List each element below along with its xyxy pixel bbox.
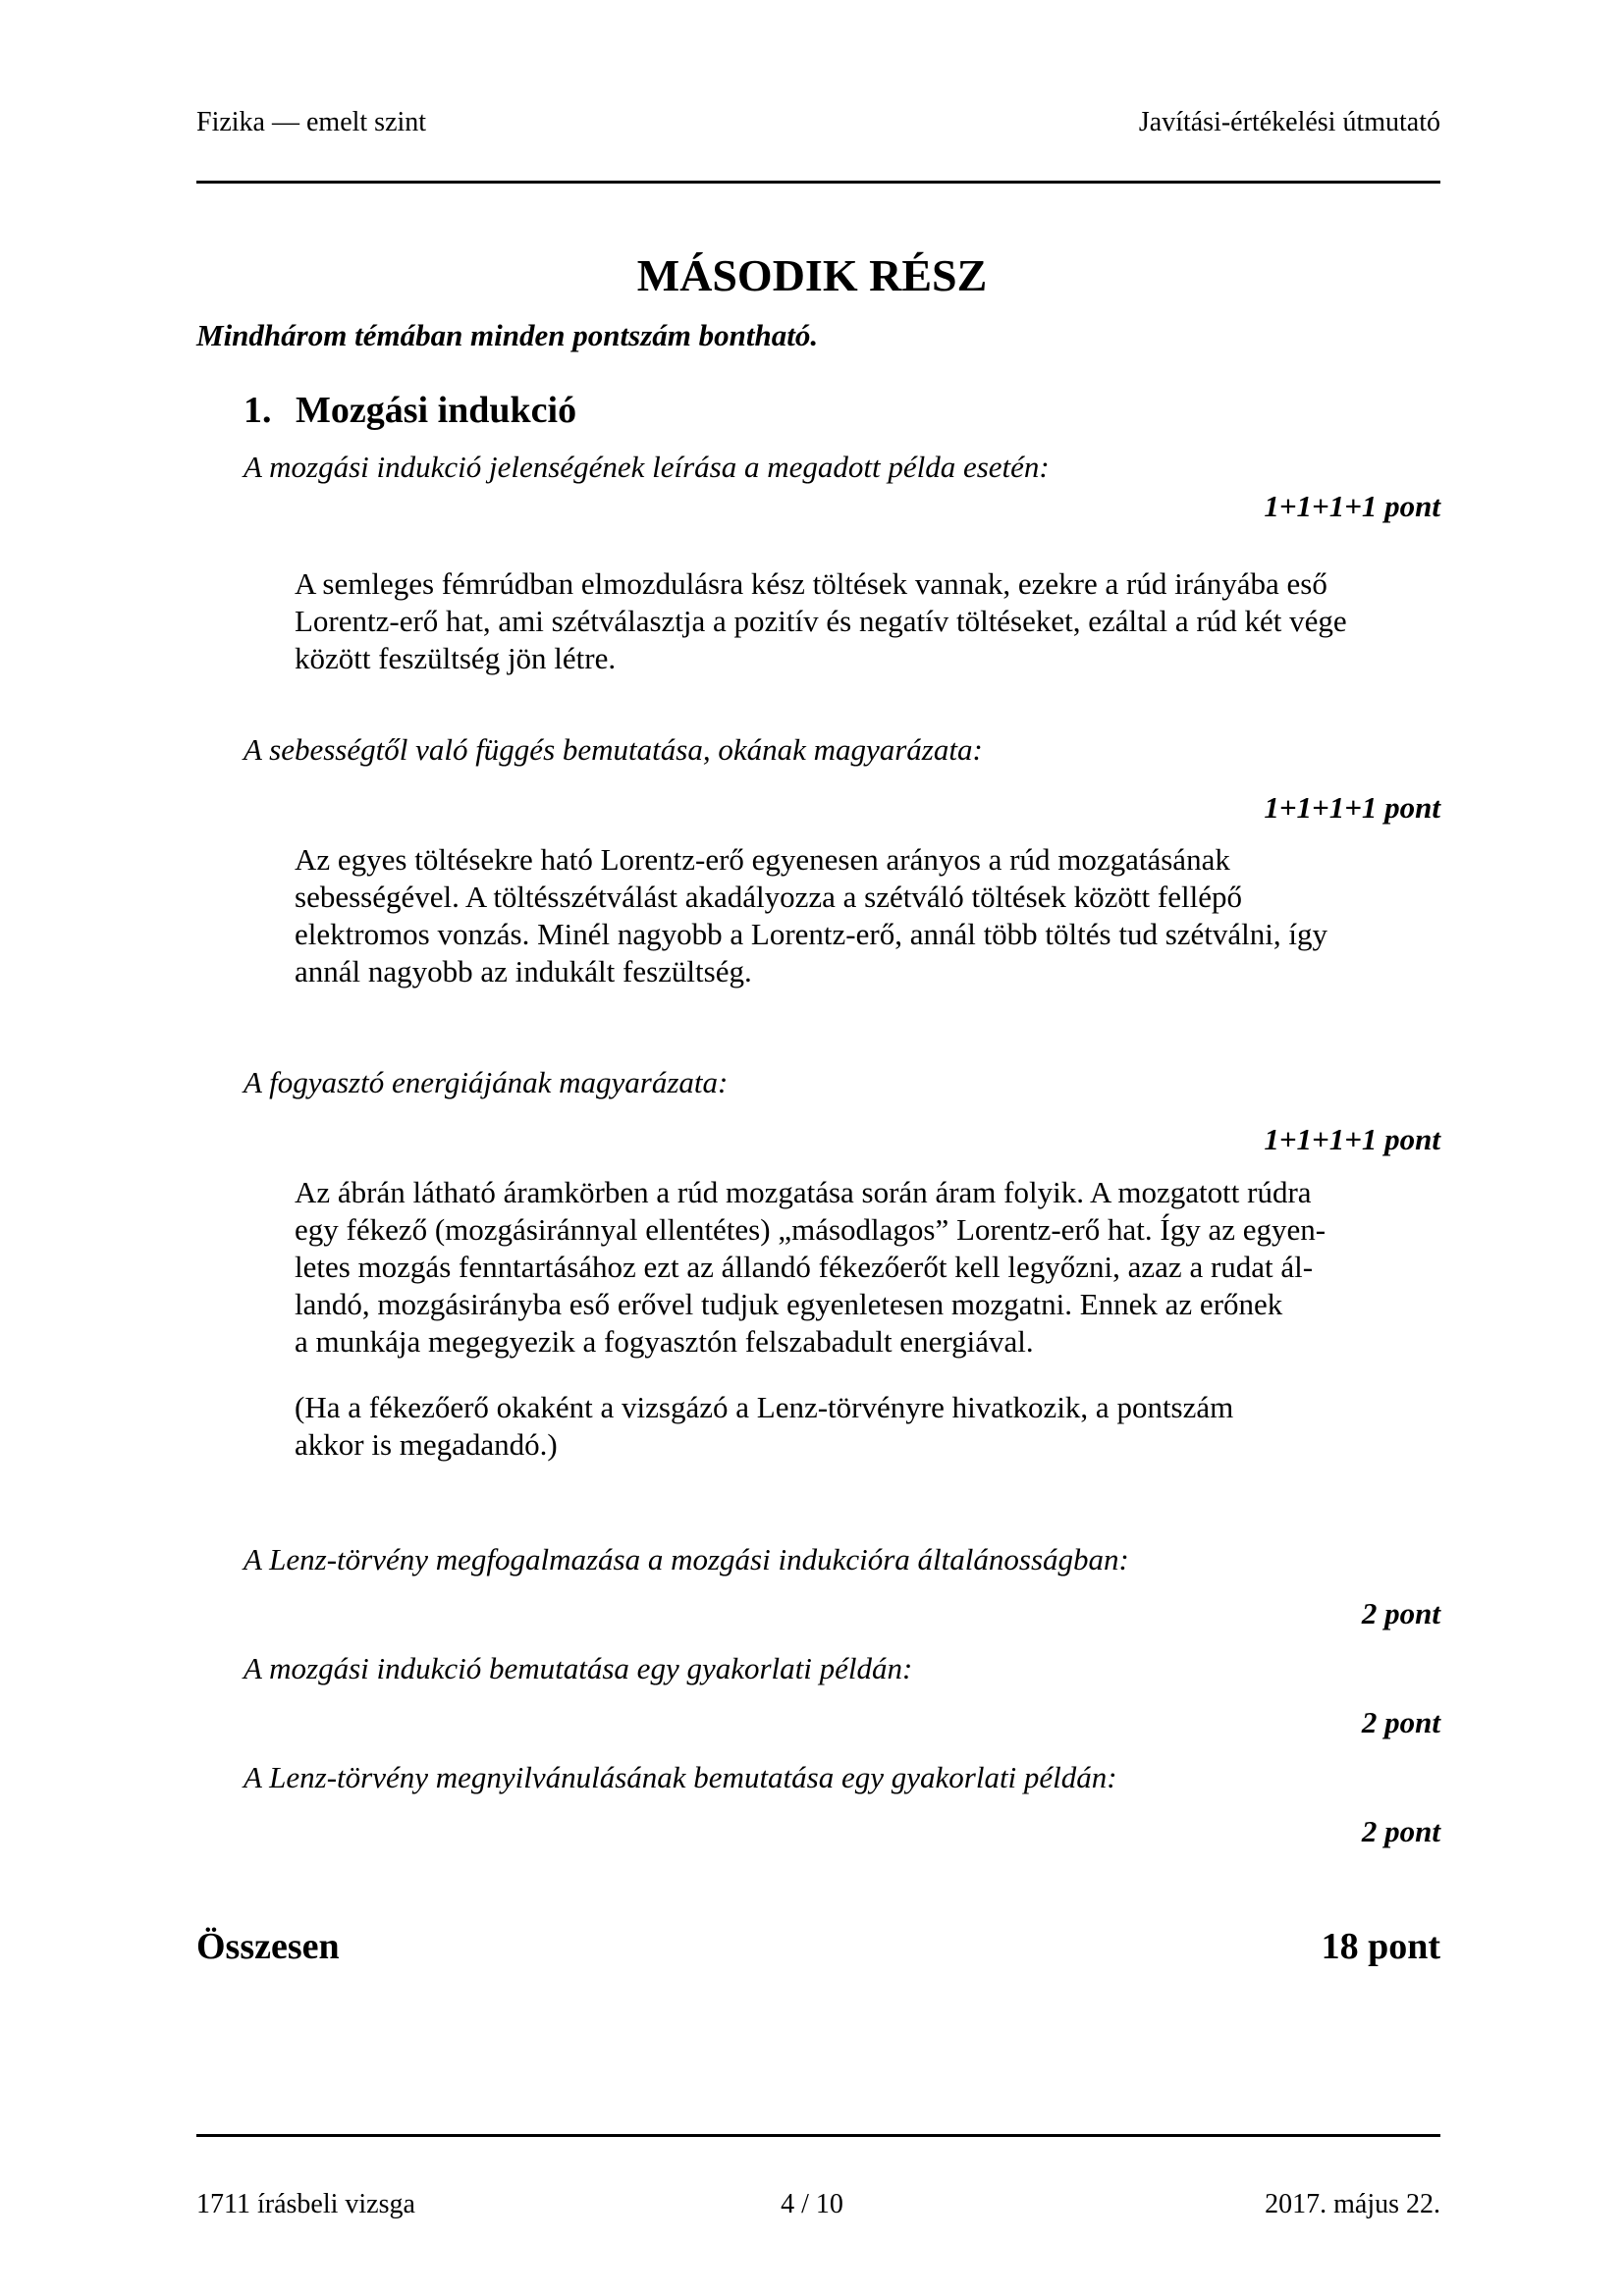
section-title — [244, 388, 576, 433]
criterion-points-2: 1+1+1+1 pont — [1264, 790, 1440, 825]
header-rule — [196, 181, 1440, 184]
criterion-text-1 — [295, 565, 1443, 677]
header-subject: Fizika — emelt szint — [196, 107, 427, 137]
text-line: között feszültség jön létre. — [295, 641, 617, 675]
scoring-note: Mindhárom témában minden pontszám bontható. — [196, 318, 819, 352]
text-line: a munkája megegyezik a fogyasztón felszabadult energiával. — [295, 1324, 1034, 1359]
footer-exam-code: 1711 írásbeli vizsga — [196, 2189, 415, 2219]
text-line: Az egyes töltésekre ható Lorentz-erő egyenesen arányos a rúd mozgatásának — [295, 842, 1230, 877]
text-line: annál nagyobb az indukált feszültség. — [295, 954, 752, 988]
criterion-label-2: A sebességtől való függés bemutatása, okának magyarázata: — [244, 732, 983, 767]
section-number: 1. — [244, 390, 272, 431]
text-line: letes mozgás fenntartásához ezt az állandó fékezőerőt kell legyőzni, azaz a rudat ál- — [295, 1250, 1314, 1284]
criterion-text-2 — [295, 841, 1443, 990]
text-line: landó, mozgásirányba eső erővel tudjuk egyenletesen mozgatni. Ennek az erőnek — [295, 1287, 1283, 1321]
criterion-label-1: A mozgási indukció jelenségének leírása a megadott példa esetén: — [244, 450, 1050, 484]
criterion-label-4: A Lenz-törvény megfogalmazása a mozgási indukcióra általánosságban: — [244, 1542, 1129, 1576]
text-line: elektromos vonzás. Minél nagyobb a Lorentz-erő, annál több töltés tud szétválni, így — [295, 917, 1328, 951]
text-line: akkor is megadandó.) — [295, 1427, 558, 1462]
page-number: 4 / 10 — [781, 2189, 843, 2219]
criterion-label-3: A fogyasztó energiájának magyarázata: — [244, 1065, 729, 1099]
criterion-points-1: 1+1+1+1 pont — [1264, 489, 1440, 523]
criterion-points-4: 2 pont — [1361, 1596, 1440, 1630]
footer-date: 2017. május 22. — [1265, 2189, 1440, 2219]
criterion-points-6: 2 pont — [1361, 1814, 1440, 1848]
footer-rule — [196, 2134, 1440, 2137]
header-doc-type: Javítási-értékelési útmutató — [1138, 107, 1440, 137]
criterion-points-5: 2 pont — [1361, 1705, 1440, 1739]
text-line: Lorentz-erő hat, ami szétválasztja a pozitív és negatív töltéseket, ezáltal a rúd két vége — [295, 604, 1347, 638]
text-line: egy fékező (mozgásiránnyal ellentétes) „másodlagos” Lorentz-erő hat. Így az egyen- — [295, 1212, 1326, 1247]
criterion-label-5: A mozgási indukció bemutatása egy gyakorlati példán: — [244, 1651, 913, 1685]
part-title: MÁSODIK RÉSZ — [636, 250, 988, 300]
total-points: 18 pont — [1321, 1926, 1440, 1967]
text-line: A semleges fémrúdban elmozdulásra kész töltések vannak, ezekre a rúd irányába eső — [295, 566, 1327, 601]
text-line: sebességével. A töltésszétválást akadályozza a szétváló töltések között fellépő — [295, 880, 1242, 914]
criterion-note-3 — [295, 1389, 1443, 1464]
criterion-label-6: A Lenz-törvény megnyilvánulásának bemutatása egy gyakorlati példán: — [244, 1760, 1117, 1794]
criterion-text-3 — [295, 1174, 1443, 1361]
section-name: Mozgási indukció — [296, 390, 577, 431]
criterion-points-3: 1+1+1+1 pont — [1264, 1122, 1440, 1156]
total-label: Összesen — [196, 1926, 340, 1967]
text-line: Az ábrán látható áramkörben a rúd mozgatása során áram folyik. A mozgatott rúdra — [295, 1175, 1312, 1209]
text-line: (Ha a fékezőerő okaként a vizsgázó a Lenz-törvényre hivatkozik, a pontszám — [295, 1390, 1234, 1424]
